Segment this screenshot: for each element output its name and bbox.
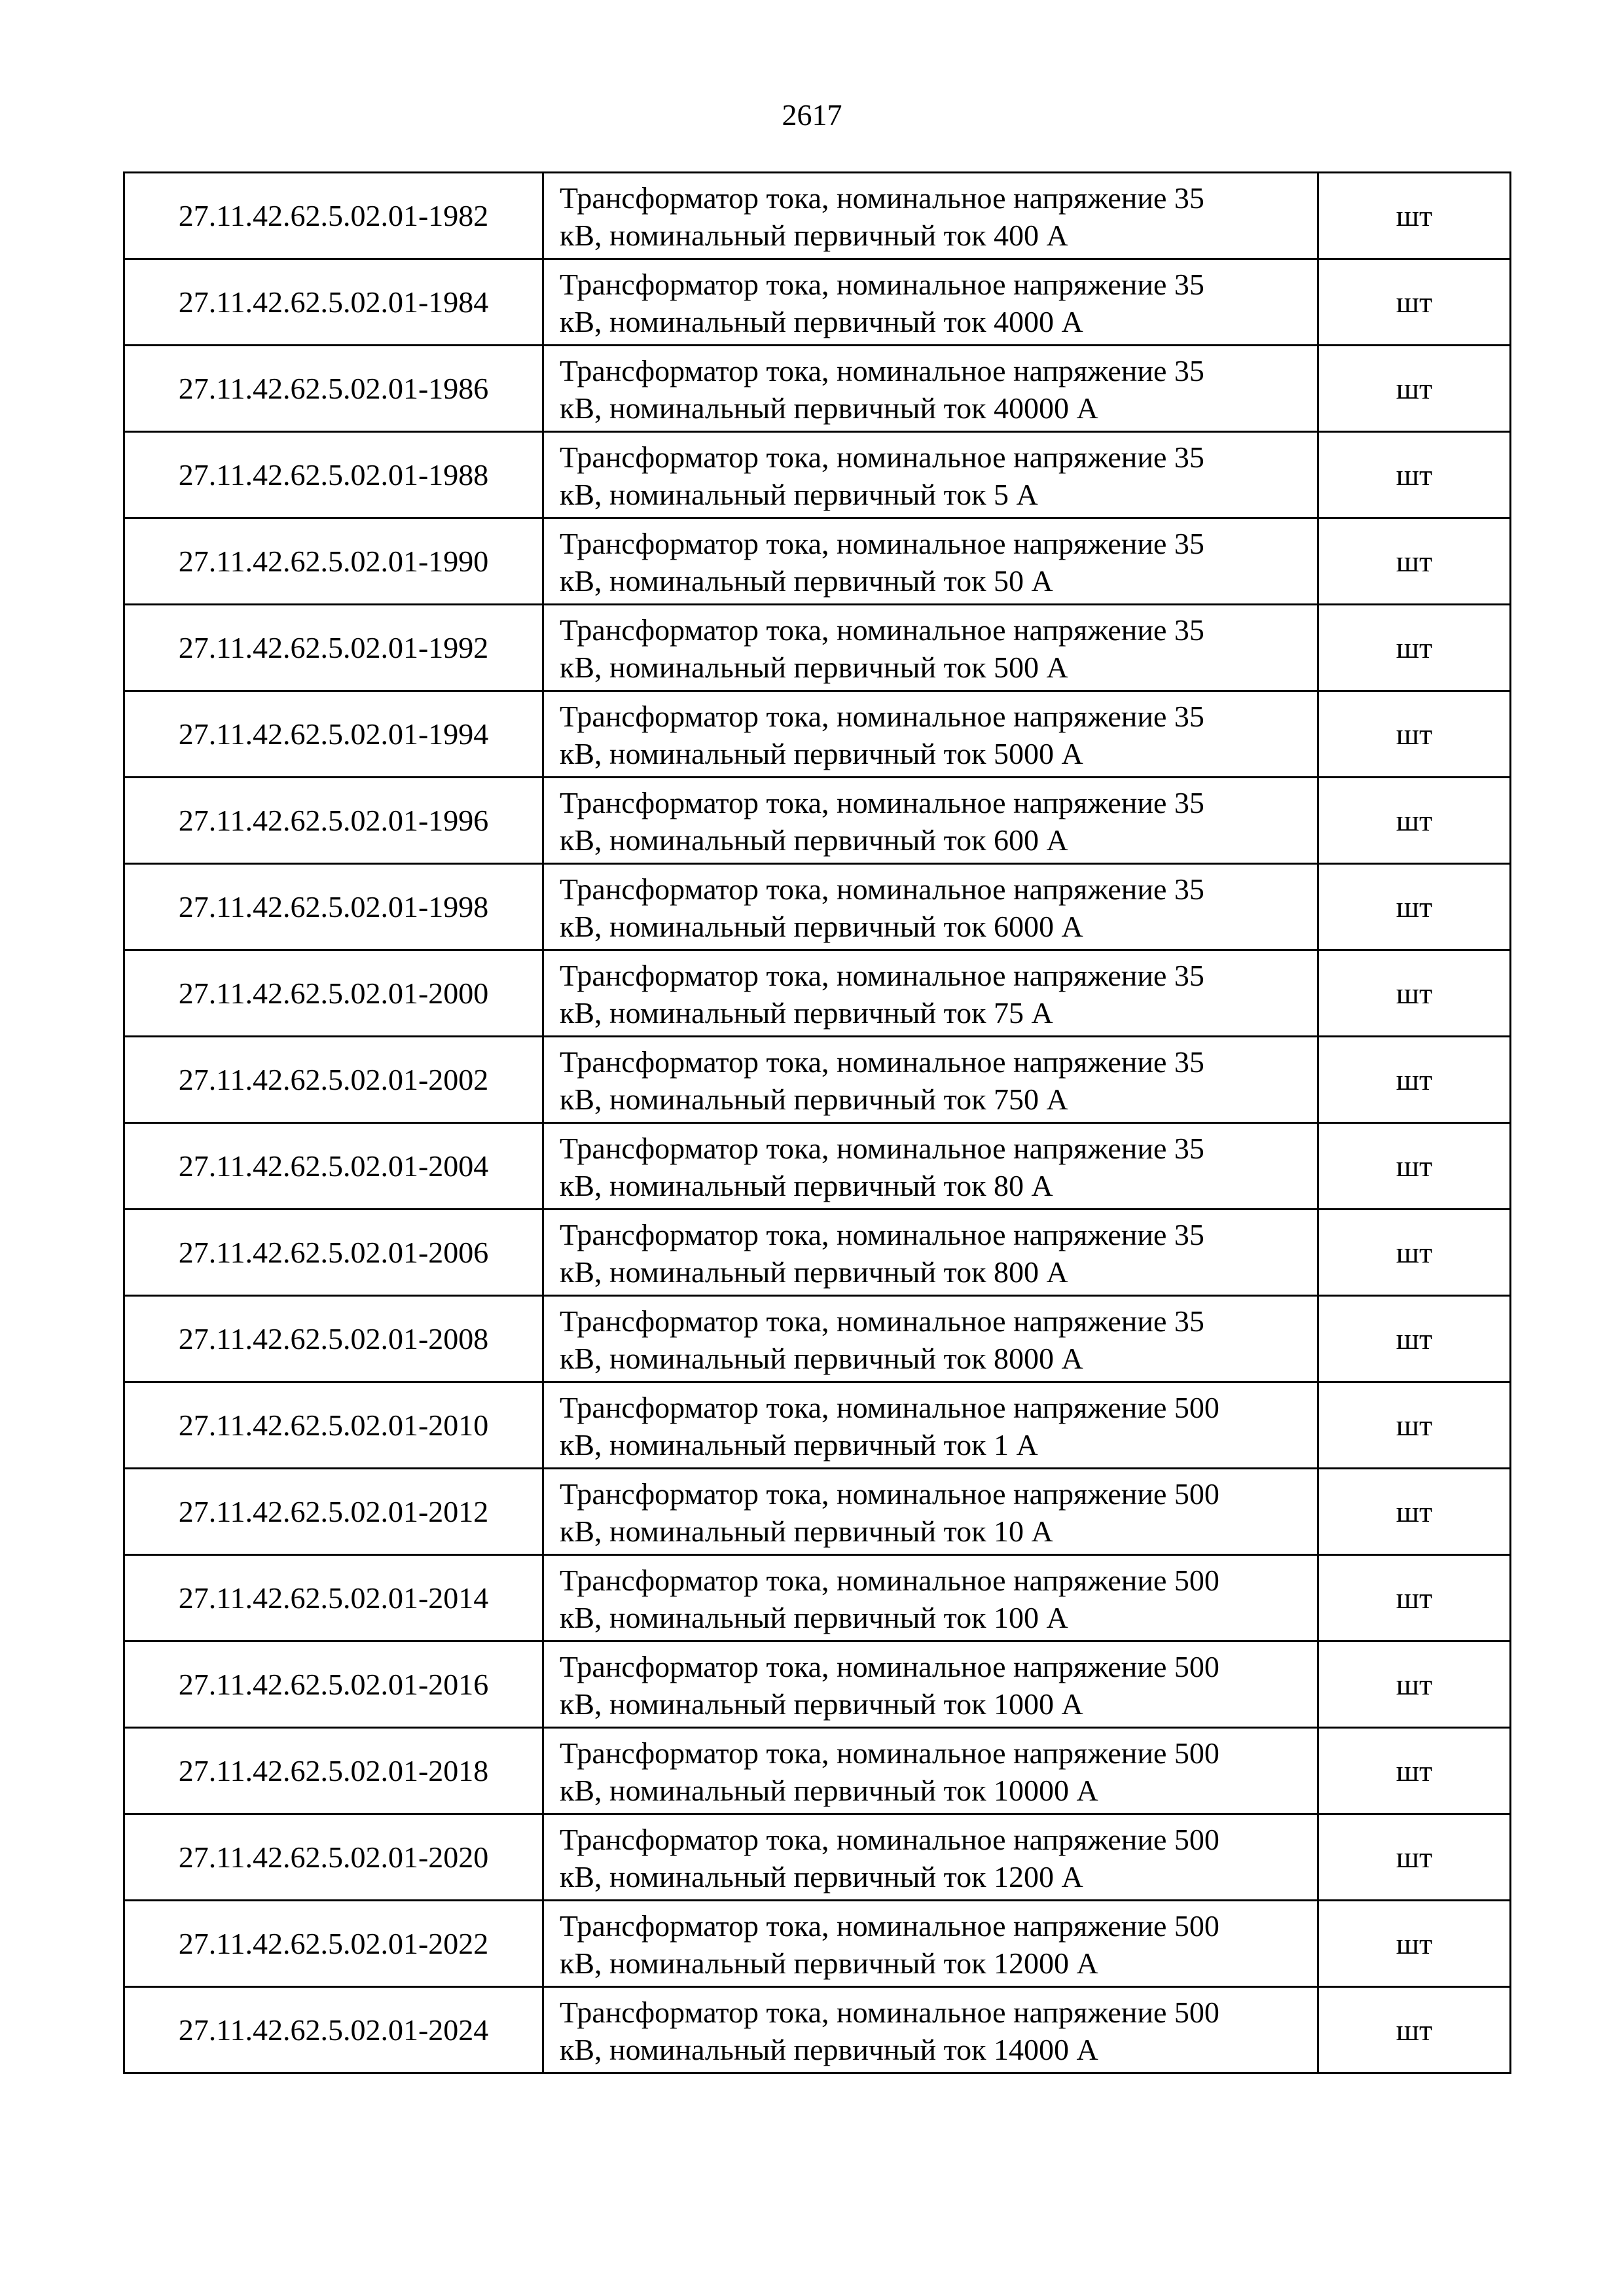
resource-description-cell [543, 1382, 1318, 1469]
description-line: Трансформатор тока, номинальное напряжение 35 [560, 785, 1204, 819]
table-row [124, 950, 1511, 1037]
resource-description-cell [543, 1210, 1318, 1296]
table-row [124, 1037, 1511, 1123]
description-line: Трансформатор тока, номинальное напряжение 500 [560, 1390, 1219, 1424]
description-line: кВ, номинальный первичный ток 1000 А [560, 1687, 1083, 1721]
unit-cell: шт [1318, 1987, 1511, 2073]
table-row [124, 1641, 1511, 1728]
description-line: Трансформатор тока, номинальное напряжение 35 [560, 699, 1204, 733]
unit-cell: шт [1318, 259, 1511, 346]
unit-cell: шт [1318, 1210, 1511, 1296]
description-line: Трансформатор тока, номинальное напряжение 35 [560, 353, 1204, 387]
table-row [124, 259, 1511, 346]
page-number: 2617 [782, 98, 842, 132]
unit-cell: шт [1318, 432, 1511, 518]
unit-cell: шт [1318, 1123, 1511, 1210]
unit-cell: шт [1318, 691, 1511, 778]
unit-cell: шт [1318, 864, 1511, 950]
table-row [124, 518, 1511, 605]
resource-description-cell [543, 778, 1318, 864]
resource-description-cell [543, 259, 1318, 346]
description-line: кВ, номинальный первичный ток 100 А [560, 1600, 1068, 1634]
description-line: Трансформатор тока, номинальное напряжение 35 [560, 440, 1204, 474]
unit-cell: шт [1318, 1641, 1511, 1728]
resource-code-cell: 27.11.42.62.5.02.01-2018 [124, 1728, 543, 1814]
resource-description-cell [543, 1037, 1318, 1123]
resource-code-cell: 27.11.42.62.5.02.01-2010 [124, 1382, 543, 1469]
resource-code-cell: 27.11.42.62.5.02.01-2022 [124, 1901, 543, 1987]
description-line: Трансформатор тока, номинальное напряжение 35 [560, 267, 1204, 301]
resource-code-cell: 27.11.42.62.5.02.01-2006 [124, 1210, 543, 1296]
unit-cell: шт [1318, 1728, 1511, 1814]
description-line: Трансформатор тока, номинальное напряжение 500 [560, 1477, 1219, 1511]
unit-cell: шт [1318, 173, 1511, 259]
table-row [124, 1382, 1511, 1469]
description-line: кВ, номинальный первичный ток 40000 А [560, 391, 1098, 425]
table-row [124, 1814, 1511, 1901]
resource-code-cell: 27.11.42.62.5.02.01-1990 [124, 518, 543, 605]
resource-code-cell: 27.11.42.62.5.02.01-2004 [124, 1123, 543, 1210]
description-line: Трансформатор тока, номинальное напряжение 35 [560, 1045, 1204, 1079]
resource-code-cell: 27.11.42.62.5.02.01-1992 [124, 605, 543, 691]
unit-cell: шт [1318, 1555, 1511, 1641]
unit-cell: шт [1318, 346, 1511, 432]
resource-description-cell [543, 1728, 1318, 1814]
description-line: кВ, номинальный первичный ток 10000 А [560, 1773, 1098, 1807]
description-line: кВ, номинальный первичный ток 1 А [560, 1427, 1038, 1462]
unit-cell: шт [1318, 1382, 1511, 1469]
resource-description-cell [543, 1123, 1318, 1210]
description-line: кВ, номинальный первичный ток 400 А [560, 218, 1068, 252]
resource-description-cell [543, 1469, 1318, 1555]
table-row [124, 1210, 1511, 1296]
resource-description-cell [543, 1555, 1318, 1641]
unit-cell: шт [1318, 518, 1511, 605]
table-row [124, 1987, 1511, 2073]
description-line: Трансформатор тока, номинальное напряжение 500 [560, 1649, 1219, 1683]
resource-description-cell [543, 173, 1318, 259]
catalog-table [123, 171, 1511, 2074]
resource-code-cell: 27.11.42.62.5.02.01-2000 [124, 950, 543, 1037]
resource-description-cell [543, 518, 1318, 605]
table-row [124, 864, 1511, 950]
table-row [124, 1296, 1511, 1382]
description-line: кВ, номинальный первичный ток 5000 А [560, 736, 1083, 770]
resource-description-cell [543, 1814, 1318, 1901]
description-line: Трансформатор тока, номинальное напряжение 35 [560, 958, 1204, 992]
unit-cell: шт [1318, 1296, 1511, 1382]
resource-code-cell: 27.11.42.62.5.02.01-1994 [124, 691, 543, 778]
description-line: Трансформатор тока, номинальное напряжение 35 [560, 1217, 1204, 1251]
resource-description-cell [543, 1296, 1318, 1382]
description-line: кВ, номинальный первичный ток 600 А [560, 823, 1068, 857]
resource-code-cell: 27.11.42.62.5.02.01-2020 [124, 1814, 543, 1901]
description-line: Трансформатор тока, номинальное напряжение 500 [560, 1822, 1219, 1856]
description-line: Трансформатор тока, номинальное напряжение 500 [560, 1909, 1219, 1943]
resource-code-cell: 27.11.42.62.5.02.01-1988 [124, 432, 543, 518]
resource-description-cell [543, 1901, 1318, 1987]
resource-code-cell: 27.11.42.62.5.02.01-2008 [124, 1296, 543, 1382]
description-line: кВ, номинальный первичный ток 5 А [560, 477, 1038, 511]
resource-description-cell [543, 1987, 1318, 2073]
description-line: кВ, номинальный первичный ток 50 А [560, 564, 1053, 598]
description-line: кВ, номинальный первичный ток 10 А [560, 1514, 1053, 1548]
resource-code-cell: 27.11.42.62.5.02.01-2012 [124, 1469, 543, 1555]
description-line: Трансформатор тока, номинальное напряжение 35 [560, 526, 1204, 560]
description-line: кВ, номинальный первичный ток 1200 А [560, 1859, 1083, 1893]
description-line: кВ, номинальный первичный ток 75 А [560, 996, 1053, 1030]
unit-cell: шт [1318, 1469, 1511, 1555]
unit-cell: шт [1318, 778, 1511, 864]
table-row [124, 1555, 1511, 1641]
unit-cell: шт [1318, 605, 1511, 691]
table-row [124, 1123, 1511, 1210]
description-line: Трансформатор тока, номинальное напряжение 500 [560, 1736, 1219, 1770]
table-row [124, 346, 1511, 432]
description-line: Трансформатор тока, номинальное напряжение 35 [560, 1304, 1204, 1338]
resource-code-cell: 27.11.42.62.5.02.01-2002 [124, 1037, 543, 1123]
description-line: Трансформатор тока, номинальное напряжение 35 [560, 1131, 1204, 1165]
resource-description-cell [543, 950, 1318, 1037]
resource-code-cell: 27.11.42.62.5.02.01-2014 [124, 1555, 543, 1641]
unit-cell: шт [1318, 950, 1511, 1037]
description-line: кВ, номинальный первичный ток 14000 А [560, 2032, 1098, 2066]
table-row [124, 691, 1511, 778]
unit-cell: шт [1318, 1901, 1511, 1987]
description-line: кВ, номинальный первичный ток 8000 А [560, 1341, 1083, 1375]
description-line: Трансформатор тока, номинальное напряжение 500 [560, 1563, 1219, 1597]
table-row [124, 1901, 1511, 1987]
resource-description-cell [543, 346, 1318, 432]
resource-description-cell [543, 1641, 1318, 1728]
table-row [124, 605, 1511, 691]
unit-cell: шт [1318, 1037, 1511, 1123]
description-line: кВ, номинальный первичный ток 4000 А [560, 304, 1083, 338]
table-row [124, 1728, 1511, 1814]
resource-description-cell [543, 605, 1318, 691]
table-row [124, 778, 1511, 864]
unit-cell: шт [1318, 1814, 1511, 1901]
catalog-table-body [124, 173, 1511, 2073]
resource-code-cell: 27.11.42.62.5.02.01-2016 [124, 1641, 543, 1728]
resource-code-cell: 27.11.42.62.5.02.01-1982 [124, 173, 543, 259]
resource-code-cell: 27.11.42.62.5.02.01-1996 [124, 778, 543, 864]
description-line: Трансформатор тока, номинальное напряжение 35 [560, 872, 1204, 906]
description-line: Трансформатор тока, номинальное напряжение 35 [560, 181, 1204, 215]
resource-code-cell: 27.11.42.62.5.02.01-1984 [124, 259, 543, 346]
description-line: кВ, номинальный первичный ток 750 А [560, 1082, 1068, 1116]
resource-code-cell: 27.11.42.62.5.02.01-1986 [124, 346, 543, 432]
description-line: кВ, номинальный первичный ток 500 А [560, 650, 1068, 684]
description-line: Трансформатор тока, номинальное напряжение 35 [560, 613, 1204, 647]
table-row [124, 1469, 1511, 1555]
resource-description-cell [543, 432, 1318, 518]
resource-description-cell [543, 864, 1318, 950]
description-line: кВ, номинальный первичный ток 80 А [560, 1168, 1053, 1202]
resource-description-cell [543, 691, 1318, 778]
resource-code-cell: 27.11.42.62.5.02.01-2024 [124, 1987, 543, 2073]
table-row [124, 432, 1511, 518]
description-line: кВ, номинальный первичный ток 6000 А [560, 909, 1083, 943]
description-line: кВ, номинальный первичный ток 12000 А [560, 1946, 1098, 1980]
table-row [124, 173, 1511, 259]
description-line: Трансформатор тока, номинальное напряжение 500 [560, 1995, 1219, 2029]
description-line: кВ, номинальный первичный ток 800 А [560, 1255, 1068, 1289]
resource-code-cell: 27.11.42.62.5.02.01-1998 [124, 864, 543, 950]
